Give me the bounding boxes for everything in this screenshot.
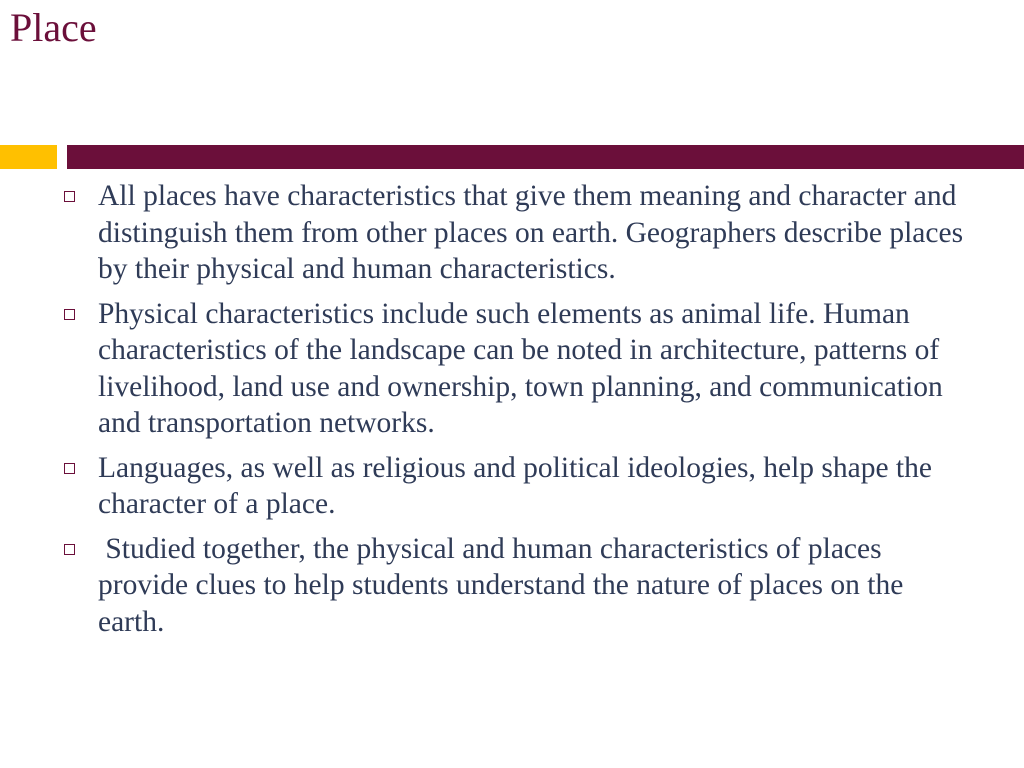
bullet-item [62, 531, 972, 641]
bullet-item [62, 296, 972, 442]
hollow-square-bullet-icon [64, 544, 75, 555]
bullet-text: Studied together, the physical and human characteristics of places provide clues to help students understand the nature of places on the earth. [98, 532, 911, 638]
bullet-list [62, 178, 972, 648]
bullet-item [62, 178, 972, 288]
bullet-text: All places have characteristics that give them meaning and character and distinguish them from other places on earth. Geographers describe places by their physical and human characteristics. [98, 180, 964, 285]
title-rule-bar [67, 145, 1024, 169]
slide-title: Place [10, 5, 97, 50]
hollow-square-bullet-icon [64, 191, 75, 202]
bullet-text: Physical characteristics include such elements as animal life. Human characteristics of the landscape can be noted in architecture, patterns of livelihood, land use and ownership, town planning, and communication and transportation networks. [98, 297, 943, 439]
accent-bar [0, 145, 57, 169]
bullet-text: Languages, as well as religious and political ideologies, help shape the character of a place. [98, 451, 932, 520]
hollow-square-bullet-icon [64, 463, 75, 474]
bullet-item [62, 450, 972, 523]
hollow-square-bullet-icon [64, 309, 75, 320]
